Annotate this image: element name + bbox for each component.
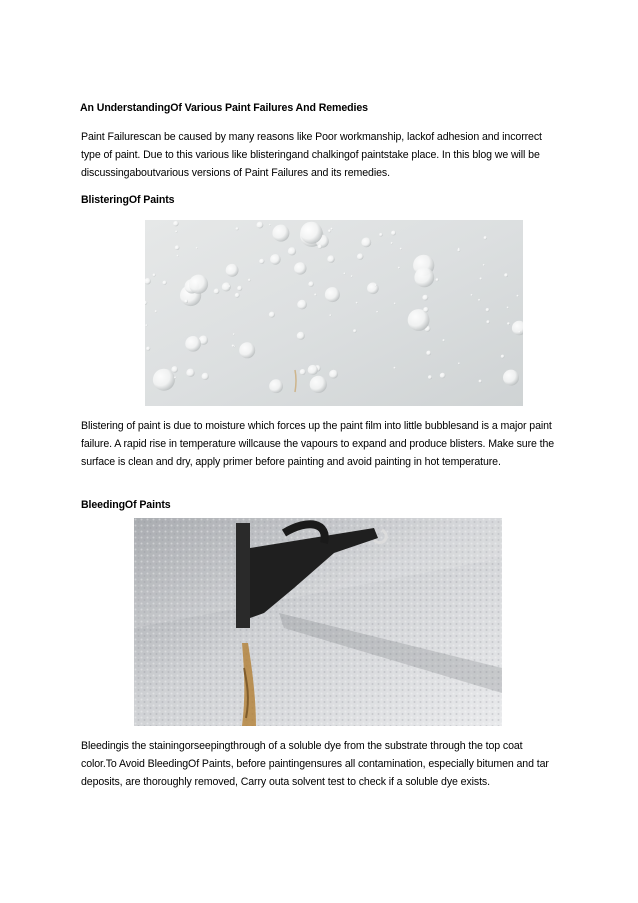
blistering-paragraph: Blistering of paint is due to moisture which forces up the paint film into little bubblesand is a major paint failure. A rapid rise in temperature willcause the vapours to expand and produce blisters. Make sure the surface is clean and dry, apply primer before painting and avoid painting in hot temperature. [81, 420, 555, 468]
blistered-paint-image [145, 220, 523, 406]
intro-paragraph: Paint Failurescan be caused by many reasons like Poor workmanship, lackof adhesion and incorrect type of paint. Due to this various like blisteringand chalkingof paintstake place. In this blog we will be discussingaboutvarious versions of Paint Failures and its remedies. [81, 131, 542, 179]
bleeding-paint-image [134, 518, 502, 726]
document-title: An UnderstandingOf Various Paint Failures And Remedies [80, 102, 368, 114]
section-heading-bleeding: BleedingOf Paints [81, 499, 171, 511]
bleeding-paragraph: Bleedingis the stainingorseepingthrough of a soluble dye from the substrate through the top coat color.To Avoid BleedingOf Paints, before paintingensures all contamination, especially bitumen and tar deposits, are thoroughly removed, Carry outa solvent test to check if a soluble dye exists. [81, 740, 549, 788]
section-heading-blistering: BlisteringOf Paints [81, 194, 175, 206]
